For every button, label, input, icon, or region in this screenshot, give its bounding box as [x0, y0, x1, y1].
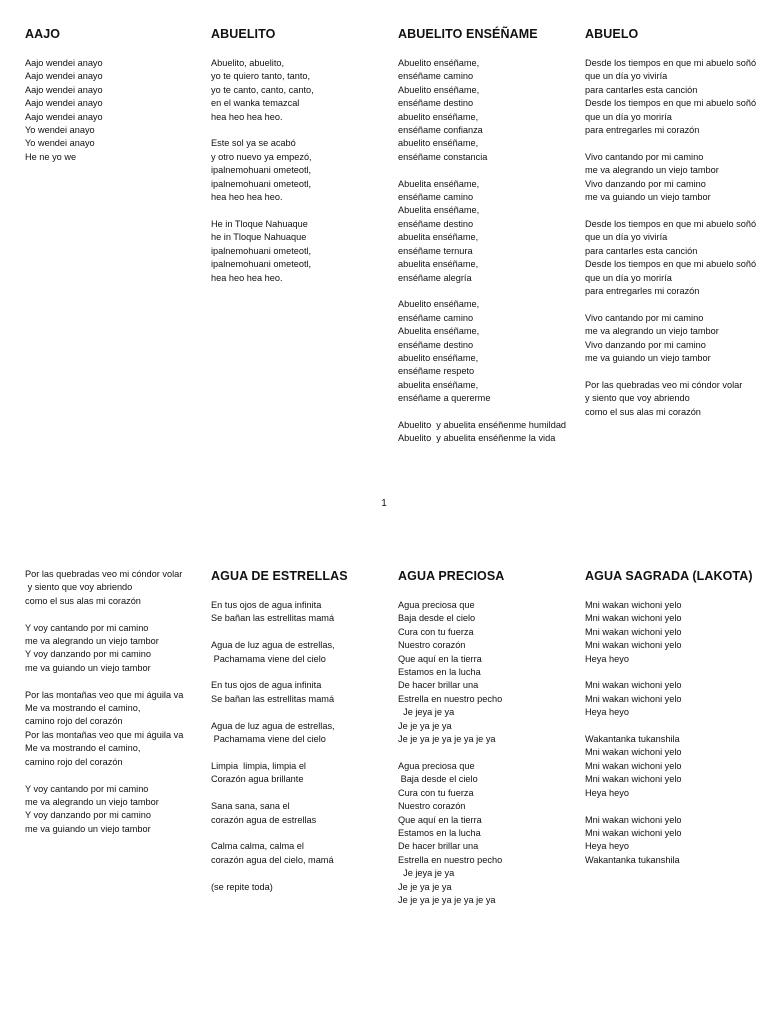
song-lyrics: En tus ojos de agua infinita Se bañan las estrellitas mamá Agua de luz agua de estrellas, Pachamama viene del cielo En tus ojos de agua infinita Se bañan las estrellitas mamá Agua de luz agua de estrellas, Pachamama viene del cielo Limpia limpia, limpia el Corazón agua brillante Sana sana, sana el corazón agua de estrellas Calma calma, calma el corazón agua del cielo, mamá (se repite toda): [211, 600, 335, 892]
song-abuelito: [211, 26, 383, 285]
song-title: AAJO: [25, 27, 61, 41]
page-2: [0, 540, 768, 1024]
song-title: ABUELITO ENSÉÑAME: [398, 27, 538, 41]
song-title: ABUELITO: [211, 27, 276, 41]
song-abuelo-continued: [25, 568, 197, 836]
song-abuelo: [585, 26, 757, 419]
song-lyrics: Abuelito enséñame, enséñame camino Abuelito enséñame, enséñame destino abuelito enséñame, enséñame confianza abuelito enséñame, enséñame constancia Abuelita enséñame, enséñame camino Abuelita enséñame, enséñame destino abuelita enséñame, enséñame ternura abuelita enséñame, enséñame alegría Abuelito enséñame, enséñame camino Abuelita enséñame, enséñame destino abuelito enséñame, enséñame respeto abuelita enséñame, enséñame a quererme Abuelito y abuelita enséñenme humildad Abuelito y abuelita enséñenme la vida: [398, 58, 567, 444]
song-aajo: [25, 26, 197, 164]
song-lyrics: Por las quebradas veo mi cóndor volar y siento que voy abriendo como el sus alas mi corazón Y voy cantando por mi camino me va alegrando un viejo tambor Y voy danzando por mi camino me va guiando un viejo tambor Por las montañas veo que mi águila va Me va mostrando el camino, camino rojo del corazón Por las montañas veo que mi águila va Me va mostrando el camino, camino rojo del corazón Y voy cantando por mi camino me va alegrando un viejo tambor Y voy danzando por mi camino me va guiando un viejo tambor: [25, 569, 184, 834]
song-lyrics: Abuelito, abuelito, yo te quiero tanto, tanto, yo te canto, canto, canto, en el wanka temazcal hea heo hea heo. Este sol ya se acabó y otro nuevo ya empezó, ipalnemohuani ometeotl, ipalnemohuani ometeotl, hea heo hea heo. He in Tloque Nahuaque he in Tloque Nahuaque ipalnemohuani ometeotl, ipalnemohuani ometeotl, hea heo hea heo.: [211, 58, 314, 283]
song-agua-preciosa: [398, 568, 570, 907]
page-number: 1: [381, 498, 387, 509]
song-agua-de-estrellas: [211, 568, 383, 894]
song-lyrics: Desde los tiempos en que mi abuelo soñó que un día yo viviría para cantarles esta canción Desde los tiempos en que mi abuelo soñó que un día yo moriría para entregarles mi corazón Vivo cantando por mi camino me va alegrando un viejo tambor Vivo danzando por mi camino me va guiando un viejo tambor Desde los tiempos en que mi abuelo soñó que un día yo viviría para cantarles esta canción Desde los tiempos en que mi abuelo soñó que un día yo moriría para entregarles mi corazón Vivo cantando por mi camino me va alegrando un viejo tambor Vivo danzando por mi camino me va guiando un viejo tambor Por las quebradas veo mi cóndor volar y siento que voy abriendo como el sus alas mi corazón: [585, 58, 757, 417]
song-abuelito-ensename: [398, 26, 570, 446]
song-lyrics: Mni wakan wichoni yelo Mni wakan wichoni yelo Mni wakan wichoni yelo Mni wakan wichoni yelo Heya heyo Mni wakan wichoni yelo Mni wakan wichoni yelo Heya heyo Wakantanka tukanshila Mni wakan wichoni yelo Mni wakan wichoni yelo Mni wakan wichoni yelo Heya heyo Mni wakan wichoni yelo Mni wakan wichoni yelo Heya heyo Wakantanka tukanshila: [585, 600, 682, 865]
song-agua-sagrada: [585, 568, 757, 867]
song-title: AGUA SAGRADA (LAKOTA): [585, 569, 753, 583]
song-title: ABUELO: [585, 27, 639, 41]
song-title: AGUA DE ESTRELLAS: [211, 569, 348, 583]
song-lyrics: Aajo wendei anayo Aajo wendei anayo Aajo wendei anayo Aajo wendei anayo Aajo wendei anayo Yo wendei anayo Yo wendei anayo He ne yo we: [25, 58, 103, 162]
song-lyrics: Agua preciosa que Baja desde el cielo Cura con tu fuerza Nuestro corazón Que aquí en la tierra Estamos en la lucha De hacer brillar una Estrella en nuestro pecho Je jeya je ya Je je ya je ya Je je ya je ya je ya je ya Agua preciosa que Baja desde el cielo Cura con tu fuerza Nuestro corazón Que aquí en la tierra Estamos en la lucha De hacer brillar una Estrella en nuestro pecho Je jeya je ya Je je ya je ya Je je ya je ya je ya je ya: [398, 600, 503, 905]
song-title: AGUA PRECIOSA: [398, 569, 505, 583]
